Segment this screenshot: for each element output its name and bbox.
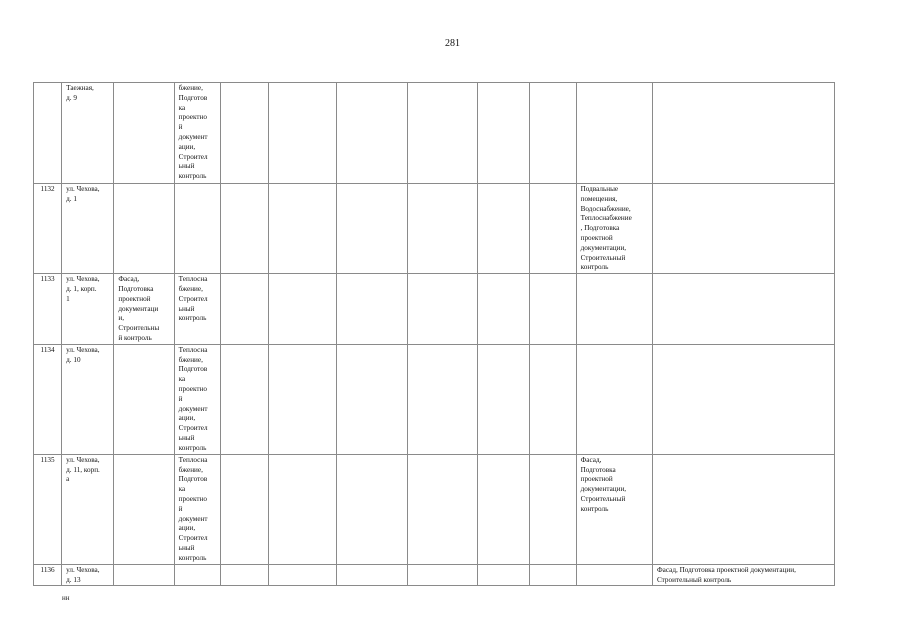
table-cell <box>407 344 477 454</box>
table-cell <box>220 274 268 345</box>
table-cell: Фасад, Подготовка проектной документаци и, Строительны й контроль <box>114 274 174 345</box>
table-cell <box>269 564 337 586</box>
table-cell: бжение, Подготов ка проектно й документ ации, Строител ьный контроль <box>174 83 220 184</box>
table-cell <box>407 83 477 184</box>
row-number-cell: 1133 <box>34 274 62 345</box>
table-cell: Теплосна бжение, Строител ьный контроль <box>174 274 220 345</box>
table-body <box>34 83 835 586</box>
table-cell <box>337 564 407 586</box>
table-cell <box>478 83 530 184</box>
table-cell <box>174 564 220 586</box>
table-cell <box>576 83 652 184</box>
table-cell <box>576 274 652 345</box>
table-cell <box>576 344 652 454</box>
footer-note: нн <box>62 594 70 602</box>
table-cell <box>530 454 576 564</box>
table-cell <box>407 454 477 564</box>
table-cell: Фасад, Подготовка проектной документации, Строительный контроль <box>652 564 834 586</box>
table-cell <box>530 564 576 586</box>
table-cell <box>530 83 576 184</box>
table-cell <box>652 274 834 345</box>
table-cell <box>114 454 174 564</box>
works-table <box>33 82 835 586</box>
table-cell <box>114 344 174 454</box>
table-cell <box>652 344 834 454</box>
table-row <box>34 564 835 586</box>
table-cell: Подвальные помещения, Водоснабжение, Теплоснабжение , Подготовка проектной документации, Строительный контроль <box>576 184 652 274</box>
table-cell <box>407 564 477 586</box>
table-cell <box>337 184 407 274</box>
table-cell <box>407 274 477 345</box>
table-cell <box>220 454 268 564</box>
table-cell <box>652 83 834 184</box>
table-cell <box>337 454 407 564</box>
table-row <box>34 83 835 184</box>
table-cell <box>478 564 530 586</box>
table-cell <box>269 83 337 184</box>
table-cell <box>220 83 268 184</box>
table-cell <box>174 184 220 274</box>
table-cell <box>407 184 477 274</box>
table-cell <box>337 344 407 454</box>
table-cell <box>478 454 530 564</box>
table-cell <box>269 274 337 345</box>
table-row <box>34 274 835 345</box>
table-row <box>34 454 835 564</box>
row-number-cell <box>34 83 62 184</box>
table-cell: Таежная, д. 9 <box>62 83 114 184</box>
table-cell <box>269 344 337 454</box>
table-row <box>34 184 835 274</box>
table-cell <box>652 454 834 564</box>
table-cell: ул. Чехова, д. 13 <box>62 564 114 586</box>
table-cell: Фасад, Подготовка проектной документации, Строительный контроль <box>576 454 652 564</box>
table-cell <box>576 564 652 586</box>
table-cell <box>652 184 834 274</box>
table-cell <box>530 344 576 454</box>
table-cell: Теплосна бжение, Подготов ка проектно й документ ации, Строител ьный контроль <box>174 344 220 454</box>
table-cell <box>337 274 407 345</box>
works-table-container <box>33 82 835 586</box>
table-cell <box>337 83 407 184</box>
table-cell: ул. Чехова, д. 11, корп. а <box>62 454 114 564</box>
table-cell <box>530 274 576 345</box>
row-number-cell: 1135 <box>34 454 62 564</box>
table-cell <box>114 184 174 274</box>
row-number-cell: 1136 <box>34 564 62 586</box>
table-cell <box>114 564 174 586</box>
table-row <box>34 344 835 454</box>
page-number: 281 <box>445 38 460 49</box>
table-cell: Теплосна бжение, Подготов ка проектно й документ ации, Строител ьный контроль <box>174 454 220 564</box>
table-cell <box>478 184 530 274</box>
table-cell <box>220 564 268 586</box>
table-cell <box>478 274 530 345</box>
table-cell <box>530 184 576 274</box>
table-cell: ул. Чехова, д. 1, корп. 1 <box>62 274 114 345</box>
table-cell <box>269 184 337 274</box>
table-cell <box>478 344 530 454</box>
row-number-cell: 1134 <box>34 344 62 454</box>
table-cell <box>220 344 268 454</box>
table-cell <box>114 83 174 184</box>
table-cell <box>269 454 337 564</box>
row-number-cell: 1132 <box>34 184 62 274</box>
table-cell: ул. Чехова, д. 1 <box>62 184 114 274</box>
table-cell: ул. Чехова, д. 10 <box>62 344 114 454</box>
table-cell <box>220 184 268 274</box>
